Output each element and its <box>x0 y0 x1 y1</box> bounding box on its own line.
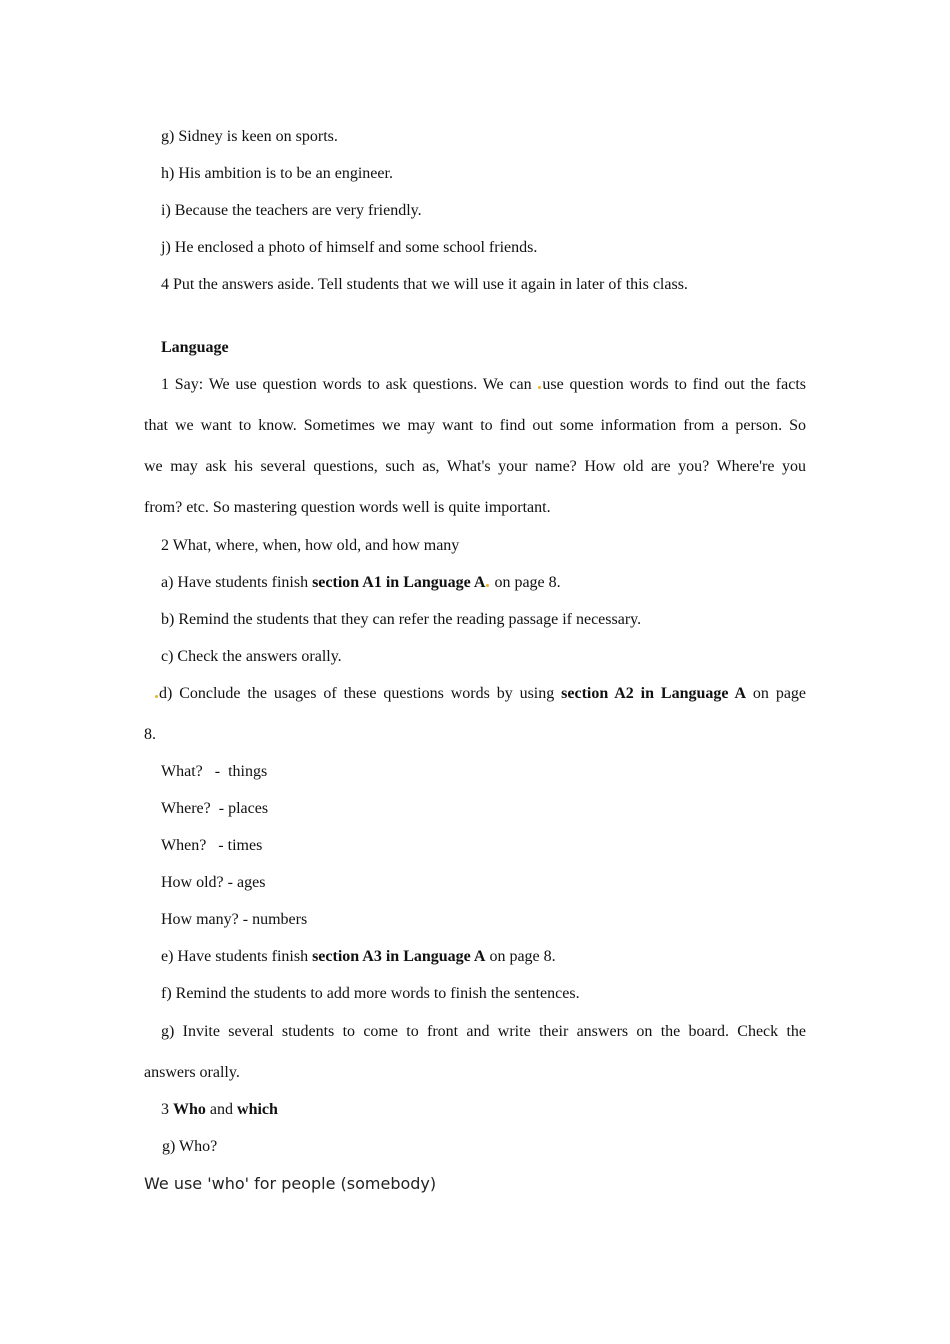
step-a: a) Have students finish section A1 in Language A on page 8. <box>161 574 561 591</box>
annotation-mark <box>486 584 489 587</box>
question-how-old: How old? - ages <box>161 874 266 891</box>
annotation-mark <box>538 386 541 389</box>
question-when: When? - times <box>161 837 263 854</box>
step-d: d) Conclude the usages of these questions words by using section A2 in Language A on page <box>154 684 806 704</box>
say-paragraph-line-1: 1 Say: We use question words to ask questions. We can use question words to find out the facts <box>161 376 806 393</box>
say-paragraph-line-2: that we want to know. Sometimes we may want to find out some information from a person. So <box>144 417 806 434</box>
question-where: Where? - places <box>161 800 269 817</box>
answer-h: h) His ambition is to be an engineer. <box>161 165 393 182</box>
answer-g: g) Sidney is keen on sports. <box>161 128 338 145</box>
item-3: 3 Who and which <box>161 1101 278 1118</box>
step-e: e) Have students finish section A3 in Language A on page 8. <box>161 948 556 965</box>
step-g-line-1: g) Invite several students to come to front and write their answers on the board. Check the <box>161 1023 806 1040</box>
say-paragraph-line-4: from? etc. So mastering question words well is quite important. <box>144 499 551 516</box>
answer-i: i) Because the teachers are very friendly. <box>161 202 422 219</box>
who-usage-note: We use 'who' for people (somebody) <box>144 1174 437 1193</box>
annotation-mark <box>155 695 158 698</box>
step-g-line-2: answers orally. <box>144 1064 240 1081</box>
item-2: 2 What, where, when, how old, and how many <box>161 537 460 554</box>
question-what: What? - things <box>161 763 268 780</box>
step-f: f) Remind the students to add more words to finish the sentences. <box>161 985 580 1002</box>
section-heading-language: Language <box>161 339 229 356</box>
who-question: g) Who? <box>162 1138 218 1155</box>
step-d-continued: 8. <box>144 726 156 743</box>
step-4: 4 Put the answers aside. Tell students that we will use it again in later of this class. <box>161 276 688 293</box>
step-b: b) Remind the students that they can refer the reading passage if necessary. <box>161 611 642 628</box>
say-paragraph-line-3: we may ask his several questions, such as, What's your name? How old are you? Where're you <box>144 458 806 475</box>
answer-j: j) He enclosed a photo of himself and some school friends. <box>161 239 538 256</box>
step-c: c) Check the answers orally. <box>161 648 342 665</box>
question-how-many: How many? - numbers <box>161 911 308 928</box>
